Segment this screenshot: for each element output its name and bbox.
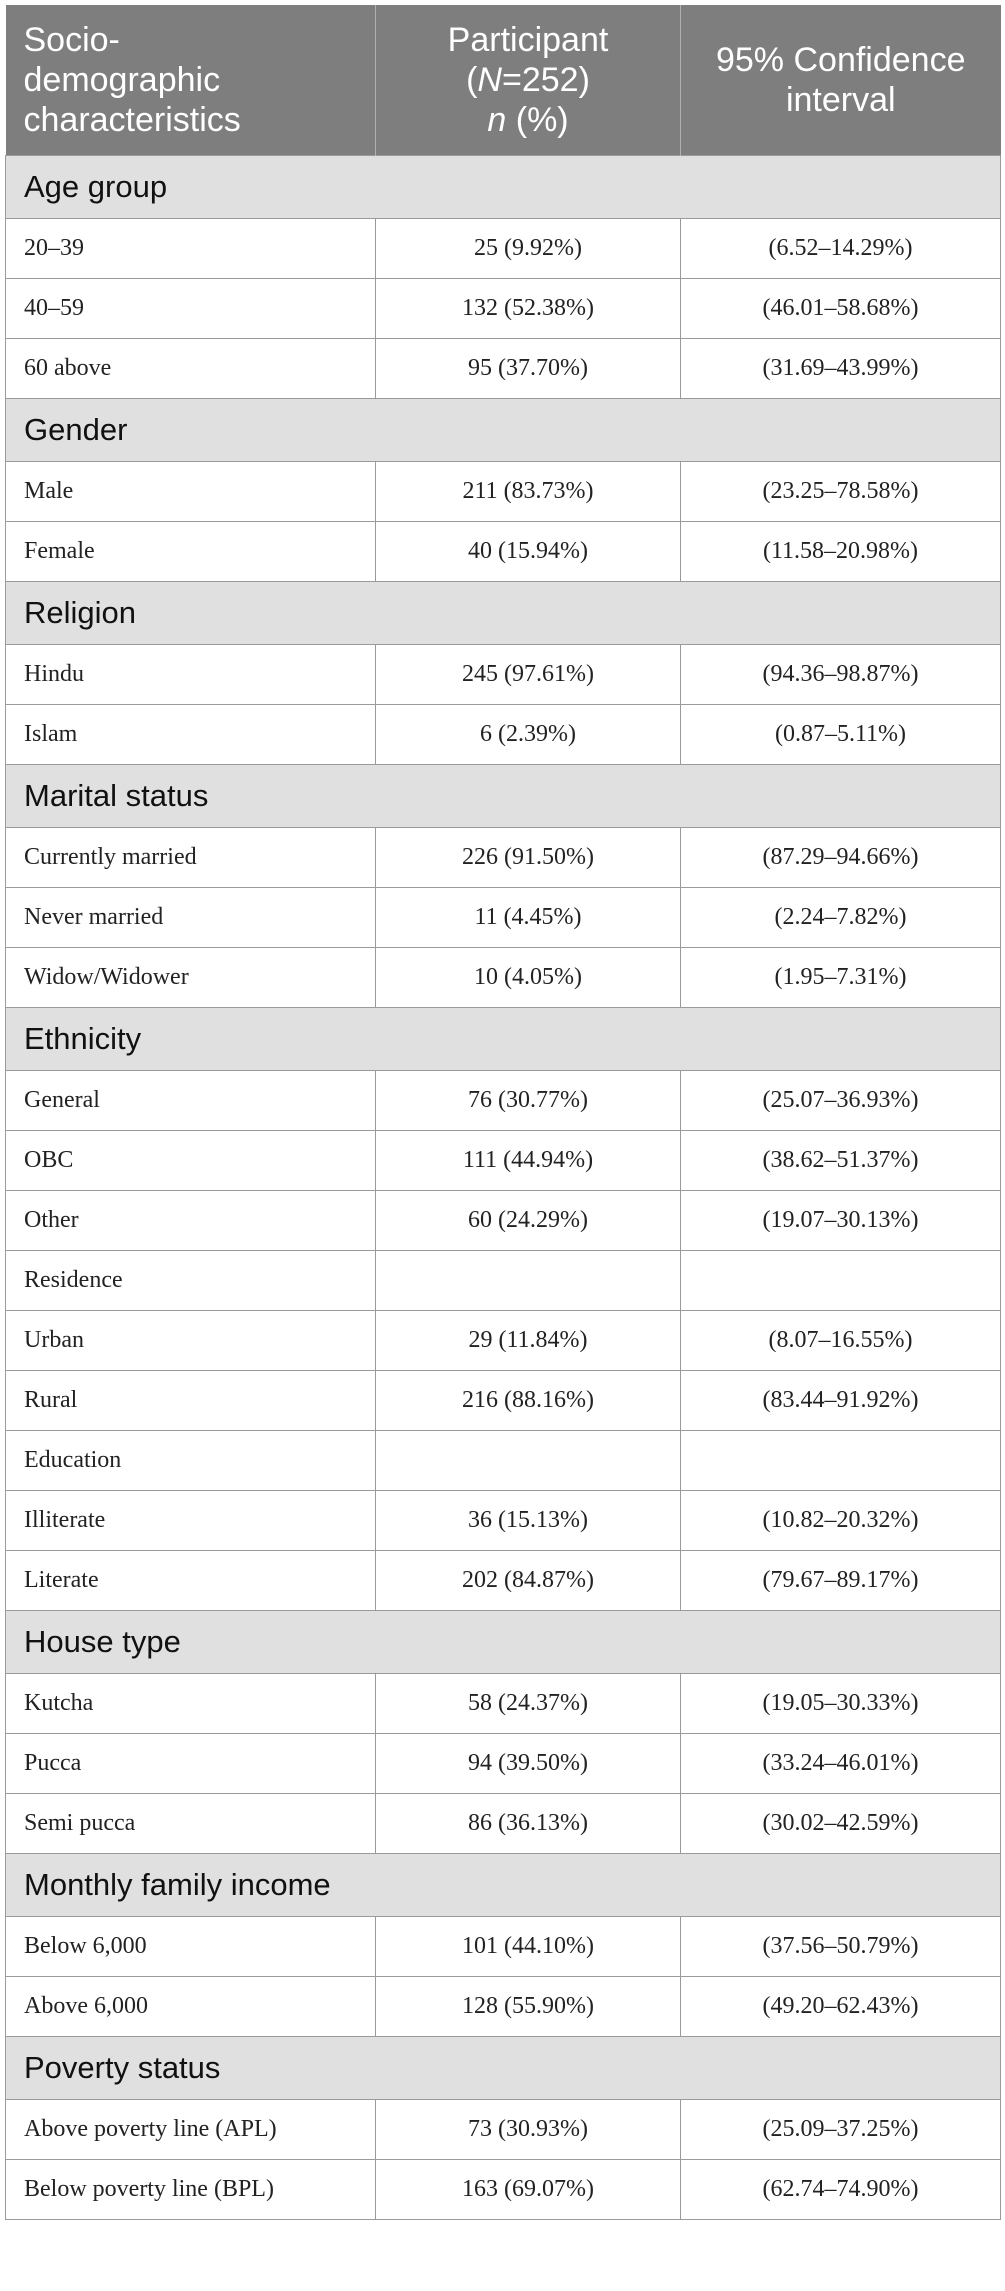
confidence-interval-cell [681,1431,1001,1491]
confidence-interval-cell: (33.24–46.01%) [681,1734,1001,1794]
row-label: Widow/Widower [6,948,376,1008]
section-row [6,1008,1001,1071]
confidence-interval-cell: (25.07–36.93%) [681,1071,1001,1131]
participant-cell: 111 (44.94%) [376,1131,681,1191]
section-row [6,1611,1001,1674]
table-row [6,219,1001,279]
confidence-interval-cell: (46.01–58.68%) [681,279,1001,339]
header-line: demographic [23,61,221,99]
confidence-interval-cell: (38.62–51.37%) [681,1131,1001,1191]
row-label: Pucca [6,1734,376,1794]
header-text: ( [466,61,478,99]
participant-cell: 29 (11.84%) [376,1311,681,1371]
confidence-interval-cell: (8.07–16.55%) [681,1311,1001,1371]
confidence-interval-cell: (10.82–20.32%) [681,1491,1001,1551]
header-participant [376,5,681,156]
confidence-interval-cell: (19.07–30.13%) [681,1191,1001,1251]
row-label: Never married [6,888,376,948]
confidence-interval-cell: (0.87–5.11%) [681,705,1001,765]
table-header [6,5,1001,156]
confidence-interval-cell: (25.09–37.25%) [681,2100,1001,2160]
confidence-interval-cell: (19.05–30.33%) [681,1674,1001,1734]
participant-cell: 6 (2.39%) [376,705,681,765]
participant-cell: 202 (84.87%) [376,1551,681,1611]
section-label: Religion [6,582,1001,645]
row-label: Residence [6,1251,376,1311]
header-text: =252) [501,61,590,99]
table-row [6,279,1001,339]
row-label: Below 6,000 [6,1917,376,1977]
header-line: Participant [447,21,609,59]
section-label: Poverty status [6,2037,1001,2100]
table-row [6,1734,1001,1794]
table-row [6,339,1001,399]
confidence-interval-cell: (49.20–62.43%) [681,1977,1001,2037]
participant-cell: 95 (37.70%) [376,339,681,399]
row-label: Female [6,522,376,582]
confidence-interval-cell: (87.29–94.66%) [681,828,1001,888]
participant-cell: 86 (36.13%) [376,1794,681,1854]
header-variable: n [487,101,507,139]
row-label: 20–39 [6,219,376,279]
participant-cell [376,1251,681,1311]
table-row [6,888,1001,948]
participant-cell: 163 (69.07%) [376,2160,681,2220]
header-line [394,60,662,100]
table-row [6,1431,1001,1491]
section-label: Ethnicity [6,1008,1001,1071]
row-label: Islam [6,705,376,765]
header-row [6,5,1001,156]
section-label: Gender [6,399,1001,462]
participant-cell: 58 (24.37%) [376,1674,681,1734]
table-row [6,2160,1001,2220]
table-row [6,705,1001,765]
table-row [6,1551,1001,1611]
confidence-interval-cell: (6.52–14.29%) [681,219,1001,279]
row-label: Semi pucca [6,1794,376,1854]
row-label: Other [6,1191,376,1251]
table-row [6,1311,1001,1371]
table-row [6,1977,1001,2037]
header-confidence-interval [681,5,1001,156]
table-row [6,1131,1001,1191]
confidence-interval-cell: (94.36–98.87%) [681,645,1001,705]
header-line: characteristics [23,101,241,139]
row-label: Rural [6,1371,376,1431]
header-line: Socio- [23,21,120,59]
confidence-interval-cell: (31.69–43.99%) [681,339,1001,399]
participant-cell: 245 (97.61%) [376,645,681,705]
confidence-interval-cell: (79.67–89.17%) [681,1551,1001,1611]
table-row [6,2100,1001,2160]
participant-cell: 60 (24.29%) [376,1191,681,1251]
table-row [6,1491,1001,1551]
header-line: 95% Confidence [715,41,966,79]
confidence-interval-cell: (62.74–74.90%) [681,2160,1001,2220]
confidence-interval-cell: (37.56–50.79%) [681,1917,1001,1977]
header-characteristics [6,5,376,156]
participant-cell: 216 (88.16%) [376,1371,681,1431]
row-label: Kutcha [6,1674,376,1734]
row-label: Below poverty line (BPL) [6,2160,376,2220]
participant-cell: 36 (15.13%) [376,1491,681,1551]
table-row [6,1191,1001,1251]
sociodemographic-table [5,5,1001,2220]
participant-cell: 101 (44.10%) [376,1917,681,1977]
table-row [6,1371,1001,1431]
confidence-interval-cell: (30.02–42.59%) [681,1794,1001,1854]
table-row [6,462,1001,522]
participant-cell: 10 (4.05%) [376,948,681,1008]
participant-cell: 226 (91.50%) [376,828,681,888]
table-row [6,1251,1001,1311]
row-label: Above 6,000 [6,1977,376,2037]
participant-cell: 11 (4.45%) [376,888,681,948]
table-row [6,645,1001,705]
row-label: OBC [6,1131,376,1191]
table-body [6,156,1001,2220]
row-label: Literate [6,1551,376,1611]
row-label: Above poverty line (APL) [6,2100,376,2160]
participant-cell: 73 (30.93%) [376,2100,681,2160]
row-label: 60 above [6,339,376,399]
participant-cell [376,1431,681,1491]
participant-cell: 211 (83.73%) [376,462,681,522]
section-row [6,2037,1001,2100]
table-row [6,1794,1001,1854]
confidence-interval-cell: (11.58–20.98%) [681,522,1001,582]
confidence-interval-cell: (83.44–91.92%) [681,1371,1001,1431]
header-line: interval [785,81,896,119]
table-row [6,948,1001,1008]
participant-cell: 25 (9.92%) [376,219,681,279]
section-label: Monthly family income [6,1854,1001,1917]
row-label: Illiterate [6,1491,376,1551]
section-row [6,765,1001,828]
header-text: (%) [506,101,569,139]
table-row [6,1674,1001,1734]
table-row [6,828,1001,888]
table-row [6,1917,1001,1977]
section-row [6,1854,1001,1917]
participant-cell: 40 (15.94%) [376,522,681,582]
participant-cell: 76 (30.77%) [376,1071,681,1131]
row-label: Male [6,462,376,522]
confidence-interval-cell: (1.95–7.31%) [681,948,1001,1008]
section-label: House type [6,1611,1001,1674]
participant-cell: 128 (55.90%) [376,1977,681,2037]
table-row [6,1071,1001,1131]
row-label: Education [6,1431,376,1491]
section-label: Age group [6,156,1001,219]
table-row [6,522,1001,582]
section-row [6,399,1001,462]
section-row [6,156,1001,219]
row-label: General [6,1071,376,1131]
participant-cell: 94 (39.50%) [376,1734,681,1794]
confidence-interval-cell: (2.24–7.82%) [681,888,1001,948]
section-label: Marital status [6,765,1001,828]
row-label: Urban [6,1311,376,1371]
participant-cell: 132 (52.38%) [376,279,681,339]
header-line [394,100,662,140]
header-variable: N [477,61,502,99]
confidence-interval-cell [681,1251,1001,1311]
section-row [6,582,1001,645]
row-label: Currently married [6,828,376,888]
confidence-interval-cell: (23.25–78.58%) [681,462,1001,522]
row-label: 40–59 [6,279,376,339]
row-label: Hindu [6,645,376,705]
